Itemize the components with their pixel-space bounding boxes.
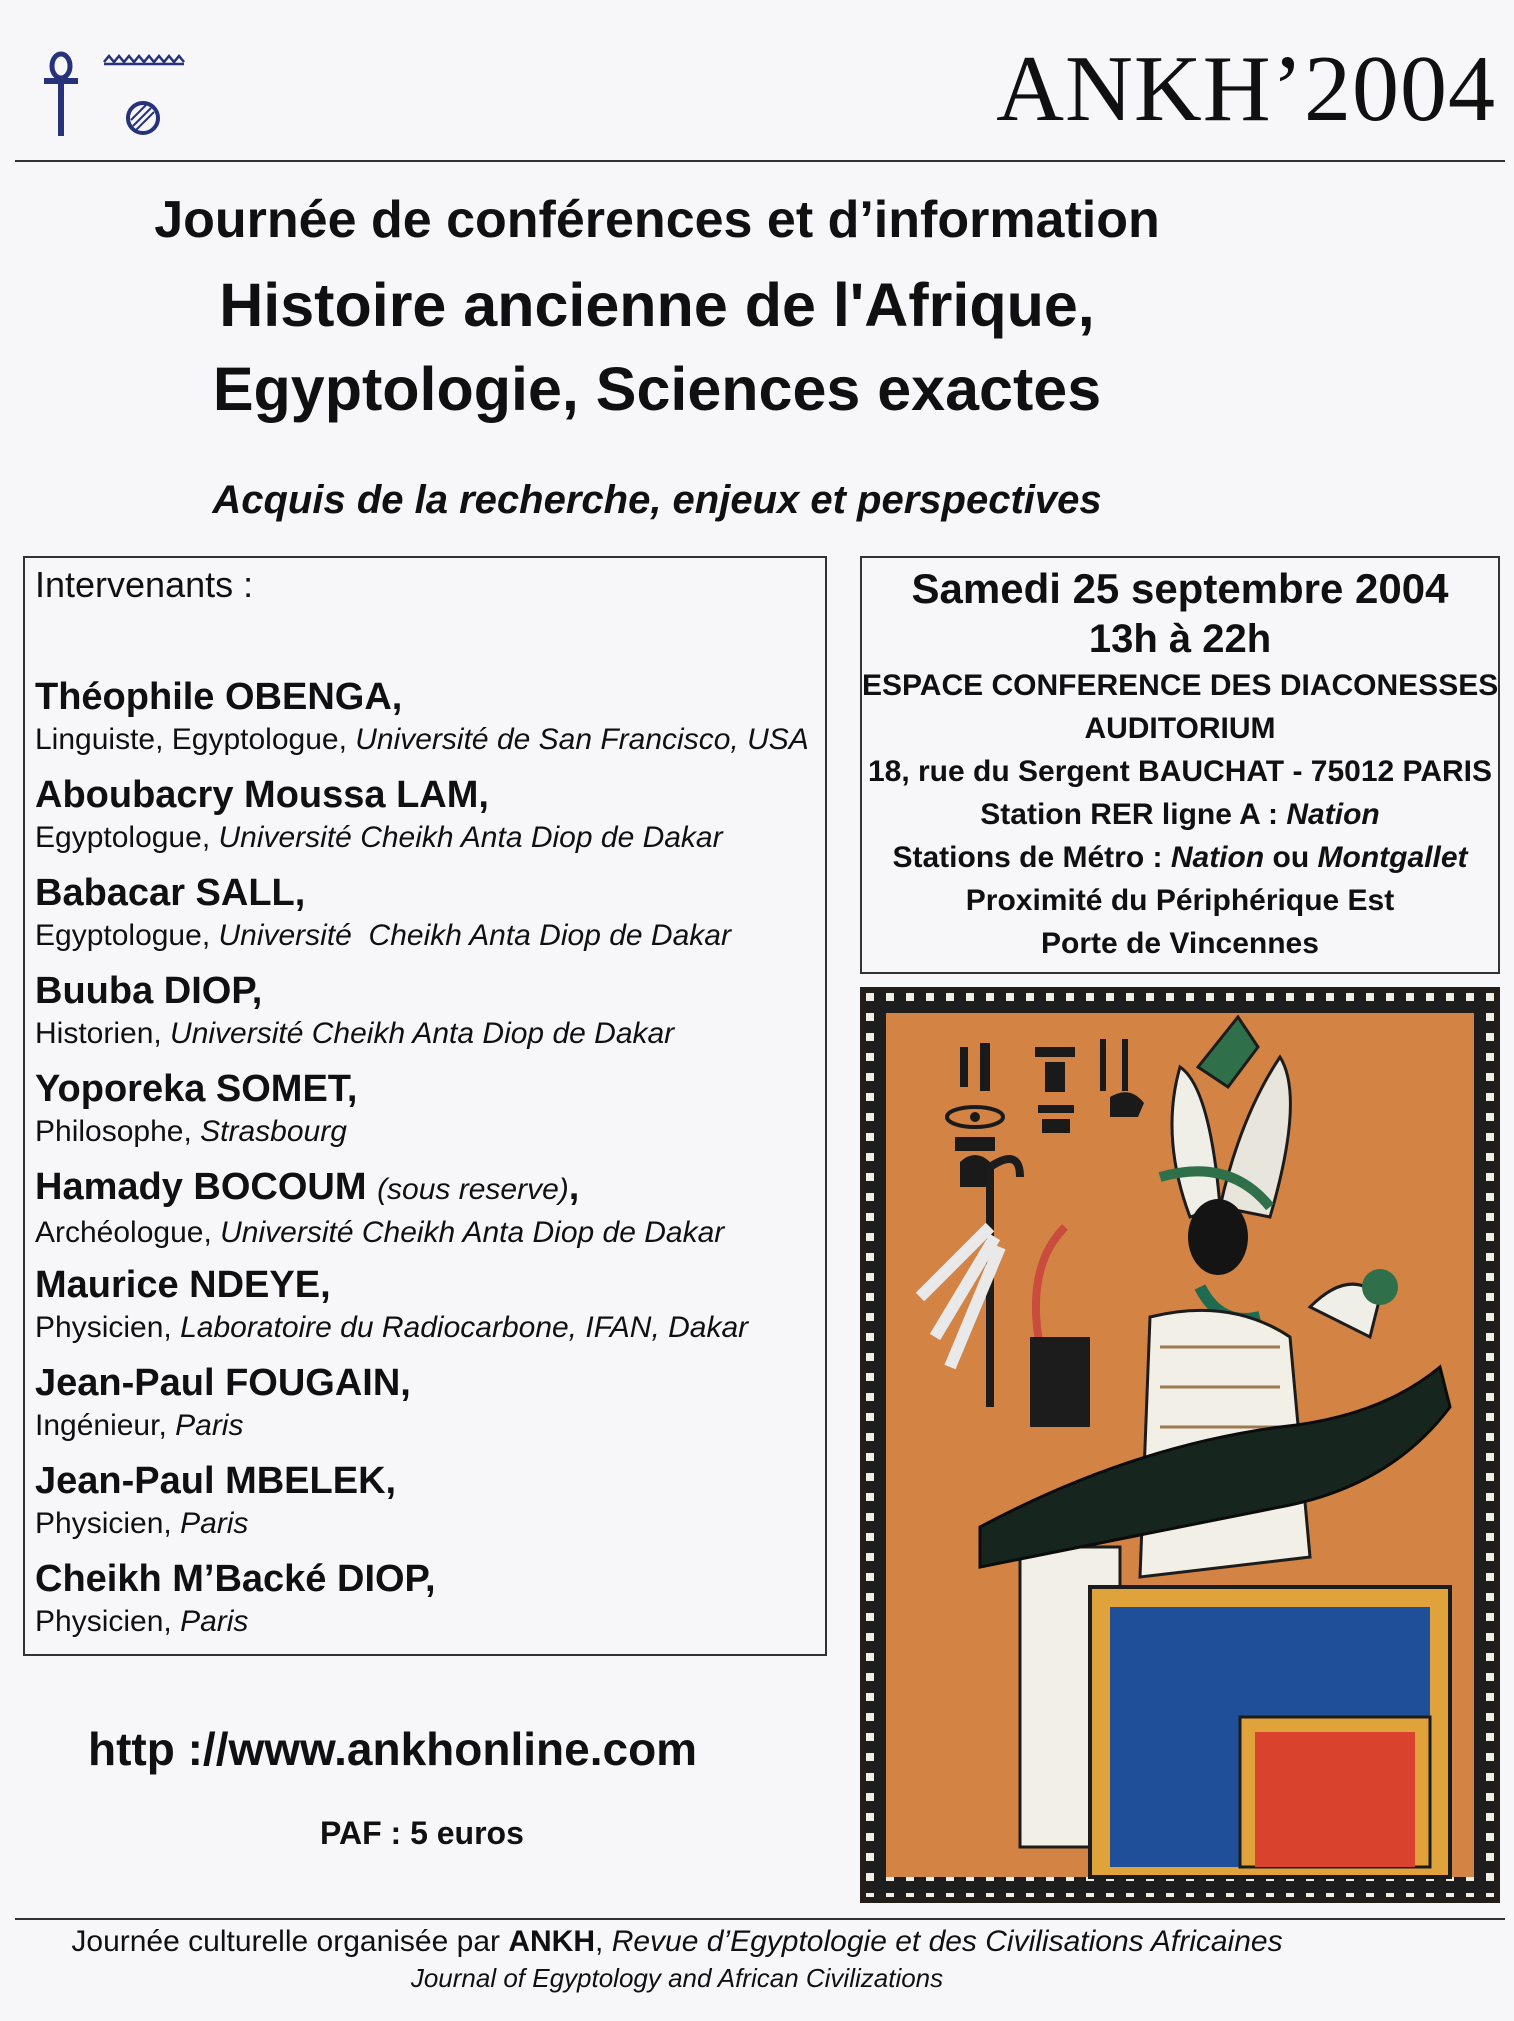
event-room: AUDITORIUM (1084, 712, 1276, 745)
speaker-entry: Buuba DIOP, Historien, Université Cheikh Anta Diop de Dakar (35, 970, 675, 1050)
speaker-institution: Paris (175, 1409, 244, 1442)
speaker-entry: Babacar SALL, Egyptologue, Université Cheikh Anta Diop de Dakar (35, 872, 731, 952)
event-rer (862, 793, 1498, 836)
speaker-institution: Paris (180, 1507, 249, 1540)
speaker-institution: Paris (180, 1605, 249, 1638)
event-porte: Porte de Vincennes (1041, 927, 1319, 960)
speaker-name: Babacar SALL (35, 872, 295, 914)
throne-icon (1090, 1587, 1450, 1877)
speaker-entry: Yoporeka SOMET, Philosophe, Strasbourg (35, 1068, 358, 1148)
event-proximity: Proximité du Périphérique Est (965, 884, 1395, 917)
speaker-role: Historien (35, 1017, 154, 1050)
speaker-name: Buuba DIOP (35, 970, 252, 1012)
footer-org: ANKH (508, 1925, 596, 1958)
speaker-institution: Université Cheikh Anta Diop de Dakar (170, 1017, 675, 1050)
speaker-role: Egyptologue (35, 919, 202, 952)
rer-label: Station RER ligne A : (980, 798, 1279, 831)
speaker-institution: Université Cheikh Anta Diop de Dakar (218, 919, 731, 952)
speaker-role: Physicien (35, 1311, 164, 1344)
speaker-role: Ingénieur (35, 1409, 159, 1442)
event-time: 13h à 22h (1088, 617, 1272, 661)
speaker-institution: Université Cheikh Anta Diop de Dakar (218, 821, 723, 854)
metro-station-2: Montgallet (1317, 841, 1468, 874)
placenta-glyph-icon (128, 103, 158, 133)
speaker-name: Yoporeka SOMET (35, 1068, 347, 1110)
event-metro (862, 836, 1498, 879)
speaker-name: Jean-Paul MBELEK (35, 1460, 386, 1502)
speaker-name: Théophile OBENGA (35, 676, 392, 718)
speakers-box (23, 556, 827, 1656)
footer-organizer: Journée culturelle organisée par ANKH, Revue d’Egyptologie et des Civilisations Africaines (71, 1925, 1283, 1958)
rer-station: Nation (1286, 798, 1380, 831)
speaker-entry: Jean-Paul FOUGAIN, Ingénieur, Paris (35, 1362, 411, 1442)
speaker-entry: Maurice NDEYE, Physicien, Laboratoire du Radiocarbone, IFAN, Dakar (35, 1264, 749, 1344)
speaker-entry: Théophile OBENGA, Linguiste, Egyptologue, Université de San Francisco, USA (35, 676, 809, 756)
speaker-name: Hamady BOCOUM (35, 1166, 367, 1208)
headline-line1: Journée de conférences et d’information (154, 191, 1160, 249)
water-ripple-icon (104, 56, 184, 64)
event-venue: ESPACE CONFERENCE DES DIACONESSES (862, 669, 1499, 702)
speaker-entry: Aboubacry Moussa LAM, Egyptologue, Université Cheikh Anta Diop de Dakar (35, 774, 723, 854)
ankh-hieroglyph-logo (40, 48, 190, 143)
headline-line2: Histoire ancienne de l'Afrique, (219, 271, 1095, 339)
speaker-institution: Université de San Francisco, USA (355, 723, 809, 756)
speaker-name: Cheikh M’Backé DIOP (35, 1558, 426, 1600)
event-date: Samedi 25 septembre 2004 (911, 565, 1449, 612)
event-title: ANKH’2004 (996, 37, 1496, 141)
speaker-list (35, 674, 825, 1654)
headline-line3: Egyptologie, Sciences exactes (212, 355, 1102, 423)
speaker-institution: Strasbourg (200, 1115, 347, 1148)
headline-subtitle: Acquis de la recherche, enjeux et perspectives (212, 478, 1102, 522)
metro-or: ou (1272, 841, 1310, 874)
speakers-label: Intervenants : (35, 564, 254, 605)
footer-divider (15, 1918, 1505, 1920)
speaker-note: (sous reserve) (377, 1173, 569, 1206)
speaker-role: Egyptologue (35, 821, 202, 854)
admission-fee: PAF : 5 euros (320, 1815, 524, 1851)
metro-station-1: Nation (1170, 841, 1265, 874)
speaker-name: Jean-Paul FOUGAIN (35, 1362, 401, 1404)
speaker-name: Aboubacry Moussa LAM (35, 774, 479, 816)
speaker-entry: Cheikh M’Backé DIOP, Physicien, Paris (35, 1558, 436, 1638)
speaker-institution: Université Cheikh Anta Diop de Dakar (220, 1216, 725, 1249)
speaker-role: Linguiste, Egyptologue (35, 723, 339, 756)
website-link[interactable]: http ://www.ankhonline.com (88, 1723, 698, 1775)
header-divider (15, 160, 1505, 162)
footer-prefix: Journée culturelle organisée par (71, 1925, 500, 1958)
metro-label: Stations de Métro : (892, 841, 1163, 874)
footer-revue: Revue d’Egyptologie et des Civilisations Africaines (611, 1925, 1283, 1958)
speaker-role: Physicien (35, 1605, 164, 1638)
ankh-icon (44, 54, 78, 136)
speaker-role: Philosophe (35, 1115, 184, 1148)
speaker-institution: Laboratoire du Radiocarbone, IFAN, Dakar (180, 1311, 749, 1344)
osiris-papyrus-illustration (860, 987, 1500, 1903)
speaker-role: Physicien (35, 1507, 164, 1540)
speaker-entry: Jean-Paul MBELEK, Physicien, Paris (35, 1460, 397, 1540)
speaker-name: Maurice NDEYE (35, 1264, 321, 1306)
speaker-role: Archéologue (35, 1216, 204, 1249)
speaker-entry: Hamady BOCOUM (sous reserve), Archéologue, Université Cheikh Anta Diop de Dakar (35, 1166, 725, 1249)
event-address: 18, rue du Sergent BAUCHAT - 75012 PARIS (867, 755, 1493, 788)
event-info-box (860, 556, 1500, 974)
footer-journal: Journal of Egyptology and African Civilizations (410, 1963, 944, 1993)
